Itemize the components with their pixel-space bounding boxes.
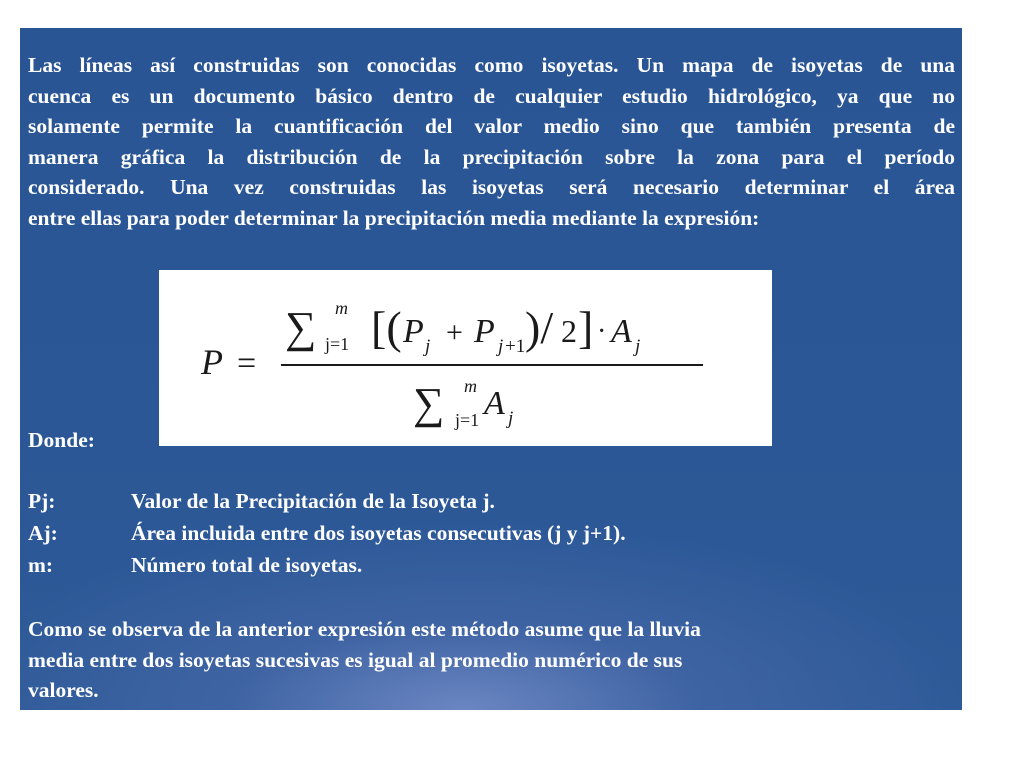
svg-text:+1: +1: [505, 336, 526, 357]
numerator-body: [371, 302, 640, 357]
formula-lhs: P: [201, 342, 223, 382]
denominator-sum-symbol: ∑: [413, 379, 445, 428]
svg-text:+: +: [446, 316, 463, 349]
slide-panel: [20, 28, 962, 710]
formula-equation: [159, 270, 772, 446]
conclusion-line: valores.: [28, 678, 99, 702]
numerator-lower-limit: j=1: [325, 334, 350, 354]
svg-text:j: j: [508, 408, 514, 429]
svg-text:A: A: [611, 313, 632, 350]
intro-line: cuenca es un documento básico dentro de cualquier estudio hidrológico, ya que no: [28, 83, 955, 108]
svg-text:2: 2: [561, 313, 577, 349]
denominator-upper-limit: m: [464, 376, 477, 396]
definition-symbol: Pj:: [28, 489, 56, 513]
intro-line: entre ellas para poder determinar la precipitación media mediante la expresión:: [28, 205, 760, 230]
svg-text:P: P: [474, 313, 495, 350]
definition-symbol: m:: [28, 553, 54, 577]
denominator-lower-limit: j=1: [455, 410, 480, 430]
svg-text:[(: [(: [371, 302, 402, 353]
svg-text:A: A: [484, 385, 505, 422]
intro-paragraph: [28, 50, 955, 233]
formula-box: [159, 270, 772, 446]
denominator-body: [482, 385, 513, 429]
svg-text:j: j: [498, 336, 504, 357]
intro-line: manera gráfica la distribución de la precipitación sobre la zona para el período: [28, 144, 955, 169]
definition-text: Área incluida entre dos isoyetas consecutivas (j y j+1).: [131, 521, 626, 545]
definition-text: Número total de isoyetas.: [131, 553, 363, 577]
definition-text: Valor de la Precipitación de la Isoyeta j.: [131, 489, 495, 513]
svg-text:P: P: [403, 313, 424, 350]
numerator-upper-limit: m: [335, 298, 348, 318]
conclusion-paragraph: [28, 614, 928, 706]
conclusion-line: media entre dos isoyetas sucesivas es igual al promedio numérico de sus: [28, 647, 683, 672]
svg-text:]: ]: [578, 302, 594, 353]
intro-line: Las líneas así construidas son conocidas como isoyetas. Un mapa de isoyetas de una: [28, 53, 955, 77]
svg-text:)/: )/: [525, 302, 554, 353]
svg-text:j: j: [635, 336, 641, 357]
conclusion-line: Como se observa de la anterior expresión este método asume que la lluvia: [28, 617, 701, 641]
numerator-sum-symbol: ∑: [285, 303, 317, 352]
svg-text:j: j: [425, 336, 431, 357]
intro-line: solamente permite la cuantificación del valor medio sino que también presenta de: [28, 114, 955, 138]
intro-line: considerado. Una vez construidas las isoyetas será necesario determinar el área: [28, 175, 955, 199]
formula-equals: =: [237, 345, 257, 382]
svg-text:·: ·: [597, 316, 607, 347]
donde-label: Donde:: [28, 428, 95, 452]
definition-symbol: Aj:: [28, 521, 58, 545]
